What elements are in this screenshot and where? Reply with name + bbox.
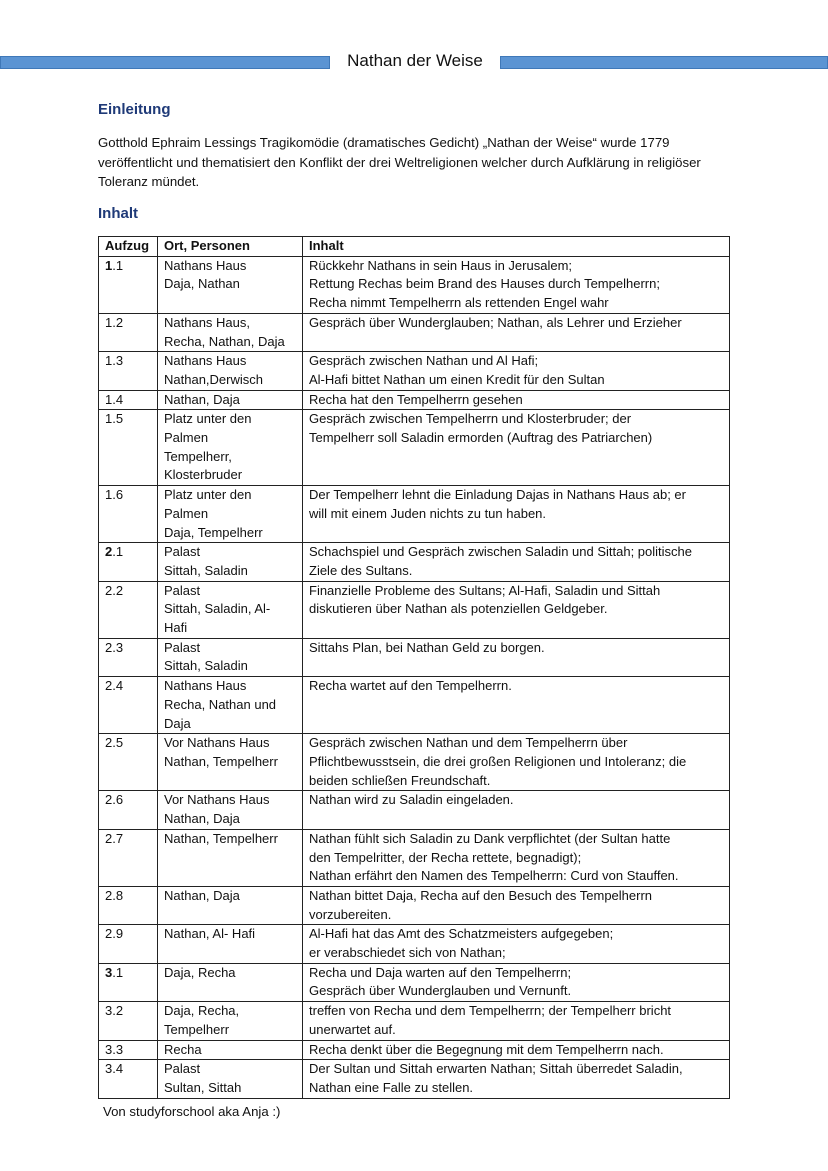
- act-scene-cell: [99, 1040, 158, 1060]
- content-cell: Nathan bittet Daja, Recha auf den Besuch des Tempelherrn vorzubereiten.: [303, 886, 730, 924]
- scene-number: 1.5: [105, 411, 124, 427]
- act-number: 3: [105, 964, 113, 980]
- place-persons-cell: Platz unter den Palmen Tempelherr, Klosterbruder: [158, 410, 303, 486]
- scene-number: 2.2: [105, 582, 124, 598]
- scene-number: 2.9: [105, 926, 124, 942]
- table-row: [99, 886, 730, 924]
- content-cell: Gespräch zwischen Tempelherrn und Klosterbruder; der Tempelherr soll Saladin ermorden (Auftrag des Patriarchen): [303, 410, 730, 486]
- intro-text: Gotthold Ephraim Lessings Tragikomödie (dramatisches Gedicht) „Nathan der Weise“ wurde 1779 veröffentlicht und thematisiert den Konflikt der drei Weltreligionen welcher durch Aufklärung in religiöser Toleranz mündet.: [98, 135, 701, 189]
- table-header-row: [99, 237, 730, 257]
- place-persons-cell: Daja, Recha, Tempelherr: [158, 1002, 303, 1040]
- scene-number: 1.2: [105, 314, 124, 330]
- place-persons-cell: Nathan, Al- Hafi: [158, 925, 303, 963]
- content-cell: treffen von Recha und dem Tempelherrn; der Tempelherr bricht unerwartet auf.: [303, 1002, 730, 1040]
- table-row: [99, 256, 730, 313]
- content-cell: Recha denkt über die Begegnung mit dem Tempelherrn nach.: [303, 1040, 730, 1060]
- footer-credit: Von studyforschool aka Anja :): [103, 1104, 281, 1119]
- table-row: [99, 734, 730, 791]
- content-cell: Nathan fühlt sich Saladin zu Dank verpflichtet (der Sultan hatte den Tempelritter, der Recha rettete, begnadigt); Nathan erfährt den Namen des Tempelherrn: Curd von Stauffen.: [303, 829, 730, 886]
- content-cell: Gespräch über Wunderglauben; Nathan, als Lehrer und Erzieher: [303, 313, 730, 351]
- content-cell: Rückkehr Nathans in sein Haus in Jerusalem; Rettung Rechas beim Brand des Hauses durch Tempelherrn; Recha nimmt Tempelherrn als rettenden Engel wahr: [303, 256, 730, 313]
- scene-number: 2.5: [105, 735, 124, 751]
- scene-number: 3.2: [105, 1003, 124, 1019]
- scene-number: 1.3: [105, 353, 124, 369]
- place-persons-cell: Vor Nathans Haus Nathan, Daja: [158, 791, 303, 829]
- scene-number: 1.6: [105, 487, 124, 503]
- act-scene-cell: [99, 486, 158, 543]
- place-persons-cell: Nathan, Tempelherr: [158, 829, 303, 886]
- content-table: [98, 236, 730, 1099]
- table-row: [99, 581, 730, 638]
- scene-number: 2.3: [105, 639, 124, 655]
- scene-number: .1: [112, 964, 124, 980]
- place-persons-cell: Vor Nathans Haus Nathan, Tempelherr: [158, 734, 303, 791]
- act-number: 2: [105, 544, 113, 560]
- scene-number: 2.4: [105, 678, 124, 694]
- act-scene-cell: [99, 1002, 158, 1040]
- document-title: Nathan der Weise: [347, 51, 483, 70]
- act-scene-cell: [99, 677, 158, 734]
- table-row: [99, 677, 730, 734]
- act-scene-cell: [99, 963, 158, 1001]
- content-cell: Gespräch zwischen Nathan und dem Tempelherrn über Pflichtbewusstsein, die drei großen Religionen und Intoleranz; die beiden schließen Freundschaft.: [303, 734, 730, 791]
- table-row: [99, 791, 730, 829]
- act-scene-cell: [99, 829, 158, 886]
- table-row: [99, 352, 730, 390]
- content-cell: Sittahs Plan, bei Nathan Geld zu borgen.: [303, 638, 730, 676]
- table-row: [99, 1060, 730, 1098]
- act-scene-cell: [99, 543, 158, 581]
- place-persons-cell: Nathans Haus Nathan,Derwisch: [158, 352, 303, 390]
- act-scene-cell: [99, 734, 158, 791]
- scene-number: 2.8: [105, 887, 124, 903]
- place-persons-cell: Palast Sittah, Saladin: [158, 638, 303, 676]
- act-scene-cell: [99, 886, 158, 924]
- header-inhalt: Inhalt: [303, 237, 730, 257]
- table-row: [99, 313, 730, 351]
- act-scene-cell: [99, 256, 158, 313]
- act-scene-cell: [99, 352, 158, 390]
- content-cell: Finanzielle Probleme des Sultans; Al-Hafi, Saladin und Sittah diskutieren über Nathan als potenziellen Geldgeber.: [303, 581, 730, 638]
- act-number: 1: [105, 257, 113, 273]
- content-heading: Inhalt: [98, 205, 138, 222]
- header-bar-left: [0, 56, 330, 69]
- table-row: [99, 1002, 730, 1040]
- place-persons-cell: Palast Sittah, Saladin: [158, 543, 303, 581]
- content-cell: Gespräch zwischen Nathan und Al Hafi; Al-Hafi bittet Nathan um einen Kredit für den Sultan: [303, 352, 730, 390]
- scene-number: 1.4: [105, 391, 124, 407]
- scene-number: .1: [112, 257, 124, 273]
- act-scene-cell: [99, 925, 158, 963]
- place-persons-cell: Nathans Haus Daja, Nathan: [158, 256, 303, 313]
- act-scene-cell: [99, 410, 158, 486]
- header-ort-personen: Ort, Personen: [158, 237, 303, 257]
- place-persons-cell: Nathans Haus, Recha, Nathan, Daja: [158, 313, 303, 351]
- place-persons-cell: Nathans Haus Recha, Nathan und Daja: [158, 677, 303, 734]
- act-scene-cell: [99, 581, 158, 638]
- place-persons-cell: Recha: [158, 1040, 303, 1060]
- act-scene-cell: [99, 791, 158, 829]
- table-row: [99, 963, 730, 1001]
- place-persons-cell: Palast Sittah, Saladin, Al- Hafi: [158, 581, 303, 638]
- place-persons-cell: Nathan, Daja: [158, 390, 303, 410]
- act-scene-cell: [99, 390, 158, 410]
- content-cell: Der Tempelherr lehnt die Einladung Dajas in Nathans Haus ab; er will mit einem Juden nichts zu tun haben.: [303, 486, 730, 543]
- act-scene-cell: [99, 638, 158, 676]
- table-row: [99, 638, 730, 676]
- act-scene-cell: [99, 1060, 158, 1098]
- table-row: [99, 925, 730, 963]
- header-aufzug: Aufzug: [99, 237, 158, 257]
- table-row: [99, 829, 730, 886]
- scene-number: .1: [112, 544, 124, 560]
- place-persons-cell: Daja, Recha: [158, 963, 303, 1001]
- table-row: [99, 410, 730, 486]
- place-persons-cell: Palast Sultan, Sittah: [158, 1060, 303, 1098]
- content-cell: Recha und Daja warten auf den Tempelherrn; Gespräch über Wunderglauben und Vernunft.: [303, 963, 730, 1001]
- scene-number: 3.4: [105, 1061, 124, 1077]
- scene-number: 2.6: [105, 792, 124, 808]
- scene-number: 2.7: [105, 830, 124, 846]
- place-persons-cell: Nathan, Daja: [158, 886, 303, 924]
- table-row: [99, 486, 730, 543]
- content-cell: Al-Hafi hat das Amt des Schatzmeisters aufgegeben; er verabschiedet sich von Nathan;: [303, 925, 730, 963]
- table-row: [99, 543, 730, 581]
- header-bar-right: [500, 56, 828, 69]
- table-row: [99, 390, 730, 410]
- content-cell: Schachspiel und Gespräch zwischen Saladin und Sittah; politische Ziele des Sultans.: [303, 543, 730, 581]
- place-persons-cell: Platz unter den Palmen Daja, Tempelherr: [158, 486, 303, 543]
- scene-number: 3.3: [105, 1041, 124, 1057]
- intro-heading: Einleitung: [98, 101, 171, 118]
- table-row: [99, 1040, 730, 1060]
- content-cell: Der Sultan und Sittah erwarten Nathan; Sittah überredet Saladin, Nathan eine Falle zu stellen.: [303, 1060, 730, 1098]
- act-scene-cell: [99, 313, 158, 351]
- content-cell: Recha hat den Tempelherrn gesehen: [303, 390, 730, 410]
- content-cell: Recha wartet auf den Tempelherrn.: [303, 677, 730, 734]
- content-cell: Nathan wird zu Saladin eingeladen.: [303, 791, 730, 829]
